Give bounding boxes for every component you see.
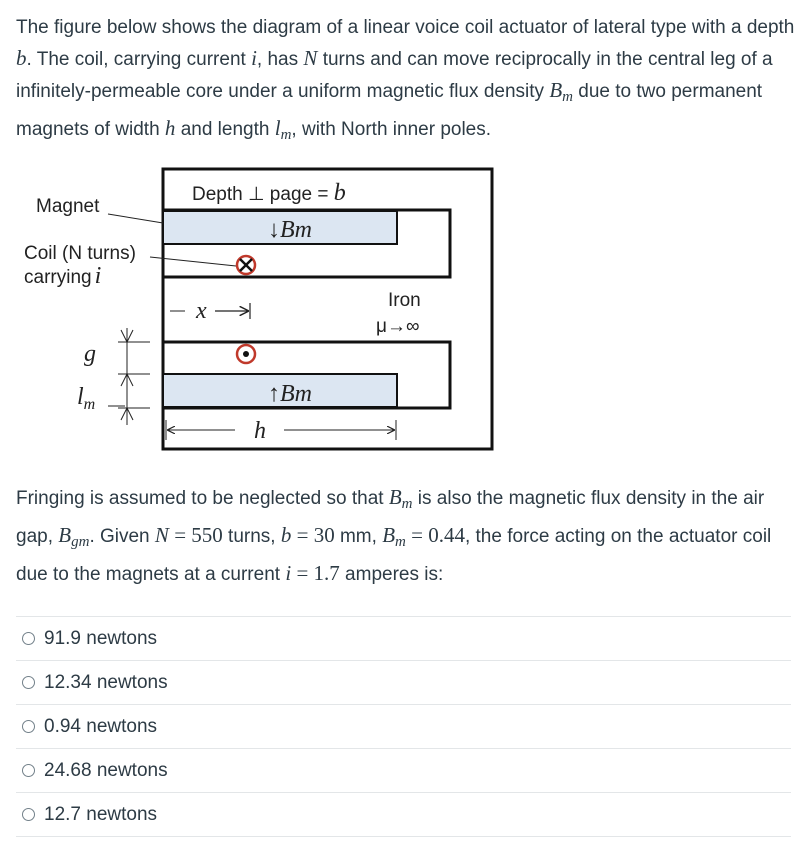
answer-option[interactable] (16, 748, 791, 792)
answer-label: 12.7 newtons (44, 803, 158, 825)
q1-var-n: N (303, 46, 318, 70)
q1-var-lm: l (274, 116, 281, 140)
q1-text-m: , with North inner poles. (291, 119, 492, 140)
answer-label: 12.34 newtons (44, 671, 168, 693)
q2-text-k: mm, (334, 526, 383, 547)
q2-text-q: amperes is: (339, 564, 444, 585)
radio-button[interactable] (22, 764, 35, 777)
q1-text-g: turns and can move reciprocally in the central leg of a infinitely-permeable core under a uniform magnetic flux density (16, 49, 773, 102)
bm-top-label: ↓Bm (268, 217, 312, 243)
q2-var-bm: B (388, 485, 402, 509)
mu-label: μ→∞ (376, 316, 420, 337)
answer-label: 91.9 newtons (44, 627, 158, 649)
question-paragraph-1 (16, 12, 796, 151)
answer-option[interactable] (16, 704, 791, 748)
answer-option[interactable] (16, 616, 791, 660)
q2-var-bm-sub: m (401, 496, 413, 512)
coil-current-out-icon (237, 345, 255, 363)
q2-i-value: = 1.7 (291, 561, 340, 585)
q2-var-bm2: B (382, 523, 396, 547)
q1-var-bm-sub: m (562, 89, 573, 105)
coil-current-in-icon (237, 256, 255, 274)
q1-text-a: The figure below shows the diagram of a linear voice coil actuator of lateral type with a depth (16, 17, 795, 38)
q2-text-n: , the force acting on the actuator coil due to the magnets at a current (16, 526, 772, 585)
q2-text-h: turns, (222, 526, 281, 547)
q2-var-bm2-sub: m (395, 534, 406, 550)
g-label: g (84, 341, 96, 367)
q2-var-bgm-sub: gm (71, 534, 90, 550)
q1-var-bm: B (549, 78, 563, 102)
bm-bottom-label: ↑Bm (268, 381, 312, 407)
answer-label: 0.94 newtons (44, 715, 158, 737)
question-paragraph-2 (16, 482, 796, 590)
q1-var-i: i (251, 46, 257, 70)
q2-var-i: i (285, 561, 292, 585)
iron-label: Iron (388, 290, 421, 311)
q2-text-c: is also the magnetic flux density in the air gap, (16, 488, 765, 547)
coil-label: Coil (N turns) (24, 243, 136, 264)
radio-button[interactable] (22, 808, 35, 821)
radio-button[interactable] (22, 632, 35, 645)
answer-label: 24.68 newtons (44, 759, 168, 781)
q1-text-k: and length (175, 119, 275, 140)
answer-option[interactable] (16, 792, 791, 837)
q2-n-value: = 550 (168, 523, 223, 547)
coil-label-2: carrying i (24, 263, 102, 289)
q1-text-e: , has (256, 49, 304, 70)
h-label: h (254, 418, 266, 444)
q2-text-a: Fringing is assumed to be neglected so that (16, 488, 389, 509)
magnet-label: Magnet (36, 196, 100, 217)
q1-var-h: h (164, 116, 176, 140)
radio-button[interactable] (22, 720, 35, 733)
answer-list (16, 616, 791, 837)
answer-option[interactable] (16, 660, 791, 704)
q2-var-bgm: B (58, 523, 72, 547)
q1-var-b: b (16, 46, 27, 70)
depth-label: Depth ⊥ page = b (192, 180, 346, 206)
q2-var-b: b (280, 523, 292, 547)
q1-var-lm-sub: m (280, 127, 292, 143)
q2-var-n: N (154, 523, 169, 547)
q1-text-i: due to two permanent magnets of width (16, 81, 763, 140)
radio-button[interactable] (22, 676, 35, 689)
lm-label: $l_m$ (77, 384, 96, 413)
magnet-leader (108, 214, 163, 223)
q2-text-e: . Given (89, 526, 155, 547)
actuator-diagram (0, 160, 803, 460)
x-label: x (196, 298, 207, 324)
q1-text-c: . The coil, carrying current (26, 49, 252, 70)
q2-b-value: = 30 (291, 523, 335, 547)
q2-bm-value: = 0.44 (405, 523, 465, 547)
